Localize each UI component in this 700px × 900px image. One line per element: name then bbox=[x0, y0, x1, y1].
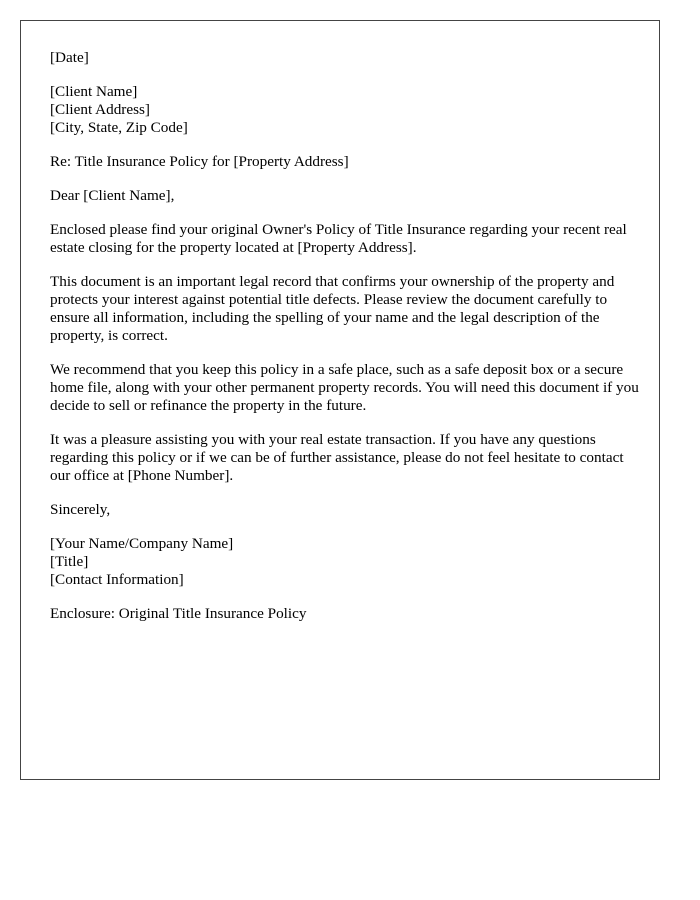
subject-line: Re: Title Insurance Policy for [Property Address] bbox=[50, 153, 349, 170]
signature-name: [Your Name/Company Name] bbox=[50, 535, 234, 552]
date-block bbox=[50, 49, 640, 67]
body-paragraph-contact: It was a pleasure assisting you with your real estate transaction. If you have any questions regarding this policy or if we can be of further assistance, please do not feel hesitate to contact our office at [Phone Number]. bbox=[50, 431, 624, 484]
letter-body bbox=[50, 49, 640, 639]
recipient-name: [Client Name] bbox=[50, 83, 138, 100]
recipient-city-state-zip: [City, State, Zip Code] bbox=[50, 119, 188, 136]
body-paragraph-legal-record: This document is an important legal record that confirms your ownership of the property and protects your interest against potential title defects. Please review the document carefully to ensure all information, including the spelling of your name and the legal description of the property, is correct. bbox=[50, 273, 615, 344]
recipient-address: [Client Address] bbox=[50, 101, 150, 118]
letter-date: [Date] bbox=[50, 49, 89, 66]
body-paragraph-enclosed: Enclosed please find your original Owner's Policy of Title Insurance regarding your recent real estate closing for the property located at [Property Address]. bbox=[50, 221, 627, 256]
signature-contact: [Contact Information] bbox=[50, 571, 184, 588]
body-paragraph-safekeeping: We recommend that you keep this policy in a safe place, such as a safe deposit box or a secure home file, along with your other permanent property records. You will need this document if you decide to sell or refinance the property in the future. bbox=[50, 361, 639, 414]
enclosure-note: Enclosure: Original Title Insurance Policy bbox=[50, 605, 307, 622]
recipient-address-block bbox=[50, 83, 640, 137]
signature-title: [Title] bbox=[50, 553, 89, 570]
letter-page bbox=[20, 20, 660, 780]
signature-block bbox=[50, 535, 640, 589]
salutation: Dear [Client Name], bbox=[50, 187, 175, 204]
closing: Sincerely, bbox=[50, 501, 111, 518]
